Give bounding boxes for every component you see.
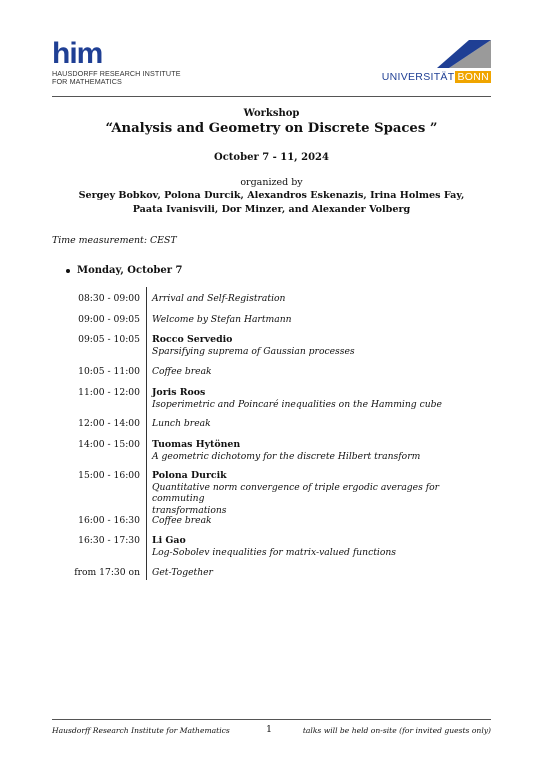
- him-logo: [52, 37, 181, 87]
- session-description: [152, 334, 482, 357]
- footer-note: talks will be held on-site (for invited guests only): [302, 726, 491, 735]
- session-description: [152, 515, 482, 527]
- session-description: [152, 314, 482, 326]
- footer-divider: [52, 719, 491, 720]
- session-speaker: Li Gao: [152, 535, 186, 546]
- him-logo-mark: him: [52, 37, 103, 70]
- him-logo-subtitle: [52, 70, 181, 87]
- session-description: [152, 470, 482, 516]
- session-title: Welcome by Stefan Hartmann: [152, 314, 292, 325]
- session-title: Coffee break: [152, 366, 212, 377]
- uni-bonn-logo-graphic: [377, 40, 491, 68]
- session-description: [152, 293, 482, 305]
- day-heading: [66, 265, 182, 276]
- session-description: [152, 387, 482, 410]
- session-title: Get-Together: [152, 567, 213, 578]
- uni-bonn-logo-uni: UNIVERSITÄT: [381, 70, 455, 83]
- workshop-dates: October 7 - 11, 2024: [214, 152, 329, 163]
- session-time: 08:30 - 09:00: [78, 293, 140, 304]
- session-description: [152, 535, 482, 558]
- session-speaker: Rocco Servedio: [152, 334, 233, 345]
- session-talk-title: Isoperimetric and Poincaré inequalities on the Hamming cube: [152, 398, 442, 410]
- session-time: 11:00 - 12:00: [78, 387, 140, 398]
- session-speaker: Tuomas Hytönen: [152, 439, 241, 450]
- session-speaker: Polona Durcik: [152, 470, 227, 481]
- session-time: 12:00 - 14:00: [78, 418, 140, 429]
- session-title: Lunch break: [152, 418, 211, 429]
- uni-bonn-logo-city: BONN: [457, 70, 489, 83]
- organizers-line-2: Paata Ivanisvili, Dor Minzer, and Alexander Volberg: [132, 204, 411, 215]
- page-number: 1: [266, 724, 273, 735]
- session-time: 09:00 - 09:05: [78, 314, 140, 325]
- session-description: [152, 439, 482, 462]
- footer-institute: Hausdorff Research Institute for Mathematics: [52, 726, 230, 735]
- session-title: Coffee break: [152, 515, 212, 526]
- session-description: [152, 418, 482, 430]
- organizers-line-1: Sergey Bobkov, Polona Durcik, Alexandros Eskenazis, Irina Holmes Fay,: [78, 190, 465, 201]
- organized-by-label: organized by: [240, 177, 303, 188]
- him-logo-sub-line2: FOR MATHEMATICS: [52, 77, 122, 87]
- session-time: 10:05 - 11:00: [78, 366, 140, 377]
- bullet-icon: [66, 269, 70, 273]
- header-divider: [52, 96, 491, 97]
- session-title: Arrival and Self-Registration: [152, 293, 286, 304]
- uni-bonn-logo: [377, 40, 491, 84]
- session-description: [152, 366, 482, 378]
- session-speaker: Joris Roos: [152, 387, 206, 398]
- day-heading-label: Monday, October 7: [77, 265, 183, 276]
- session-talk-title: Sparsifying suprema of Gaussian processes: [152, 345, 355, 357]
- session-time: 14:00 - 15:00: [78, 439, 140, 450]
- workshop-label: Workshop: [243, 108, 300, 119]
- session-talk-title: Log-Sobolev inequalities for matrix-valued functions: [152, 546, 397, 558]
- session-time: 15:00 - 16:00: [78, 470, 140, 481]
- schedule-divider: [146, 287, 147, 580]
- time-measurement-note: Time measurement: CEST: [52, 235, 177, 246]
- session-time: 16:00 - 16:30: [78, 515, 140, 526]
- session-talk-title-line1: Quantitative norm convergence of triple ergodic averages for commuting: [152, 481, 440, 504]
- him-logo-sub-line1: HAUSDORFF RESEARCH INSTITUTE: [52, 69, 181, 78]
- session-talk-title: A geometric dichotomy for the discrete Hilbert transform: [152, 450, 421, 462]
- session-time: from 17:30 on: [74, 567, 140, 578]
- session-time: 09:05 - 10:05: [78, 334, 140, 345]
- session-talk-title-line2: transformations: [152, 504, 227, 516]
- workshop-title: “Analysis and Geometry on Discrete Spaces ”: [105, 121, 438, 136]
- uni-bonn-logo-text: [382, 70, 491, 83]
- session-time: 16:30 - 17:30: [78, 535, 140, 546]
- session-description: [152, 567, 482, 579]
